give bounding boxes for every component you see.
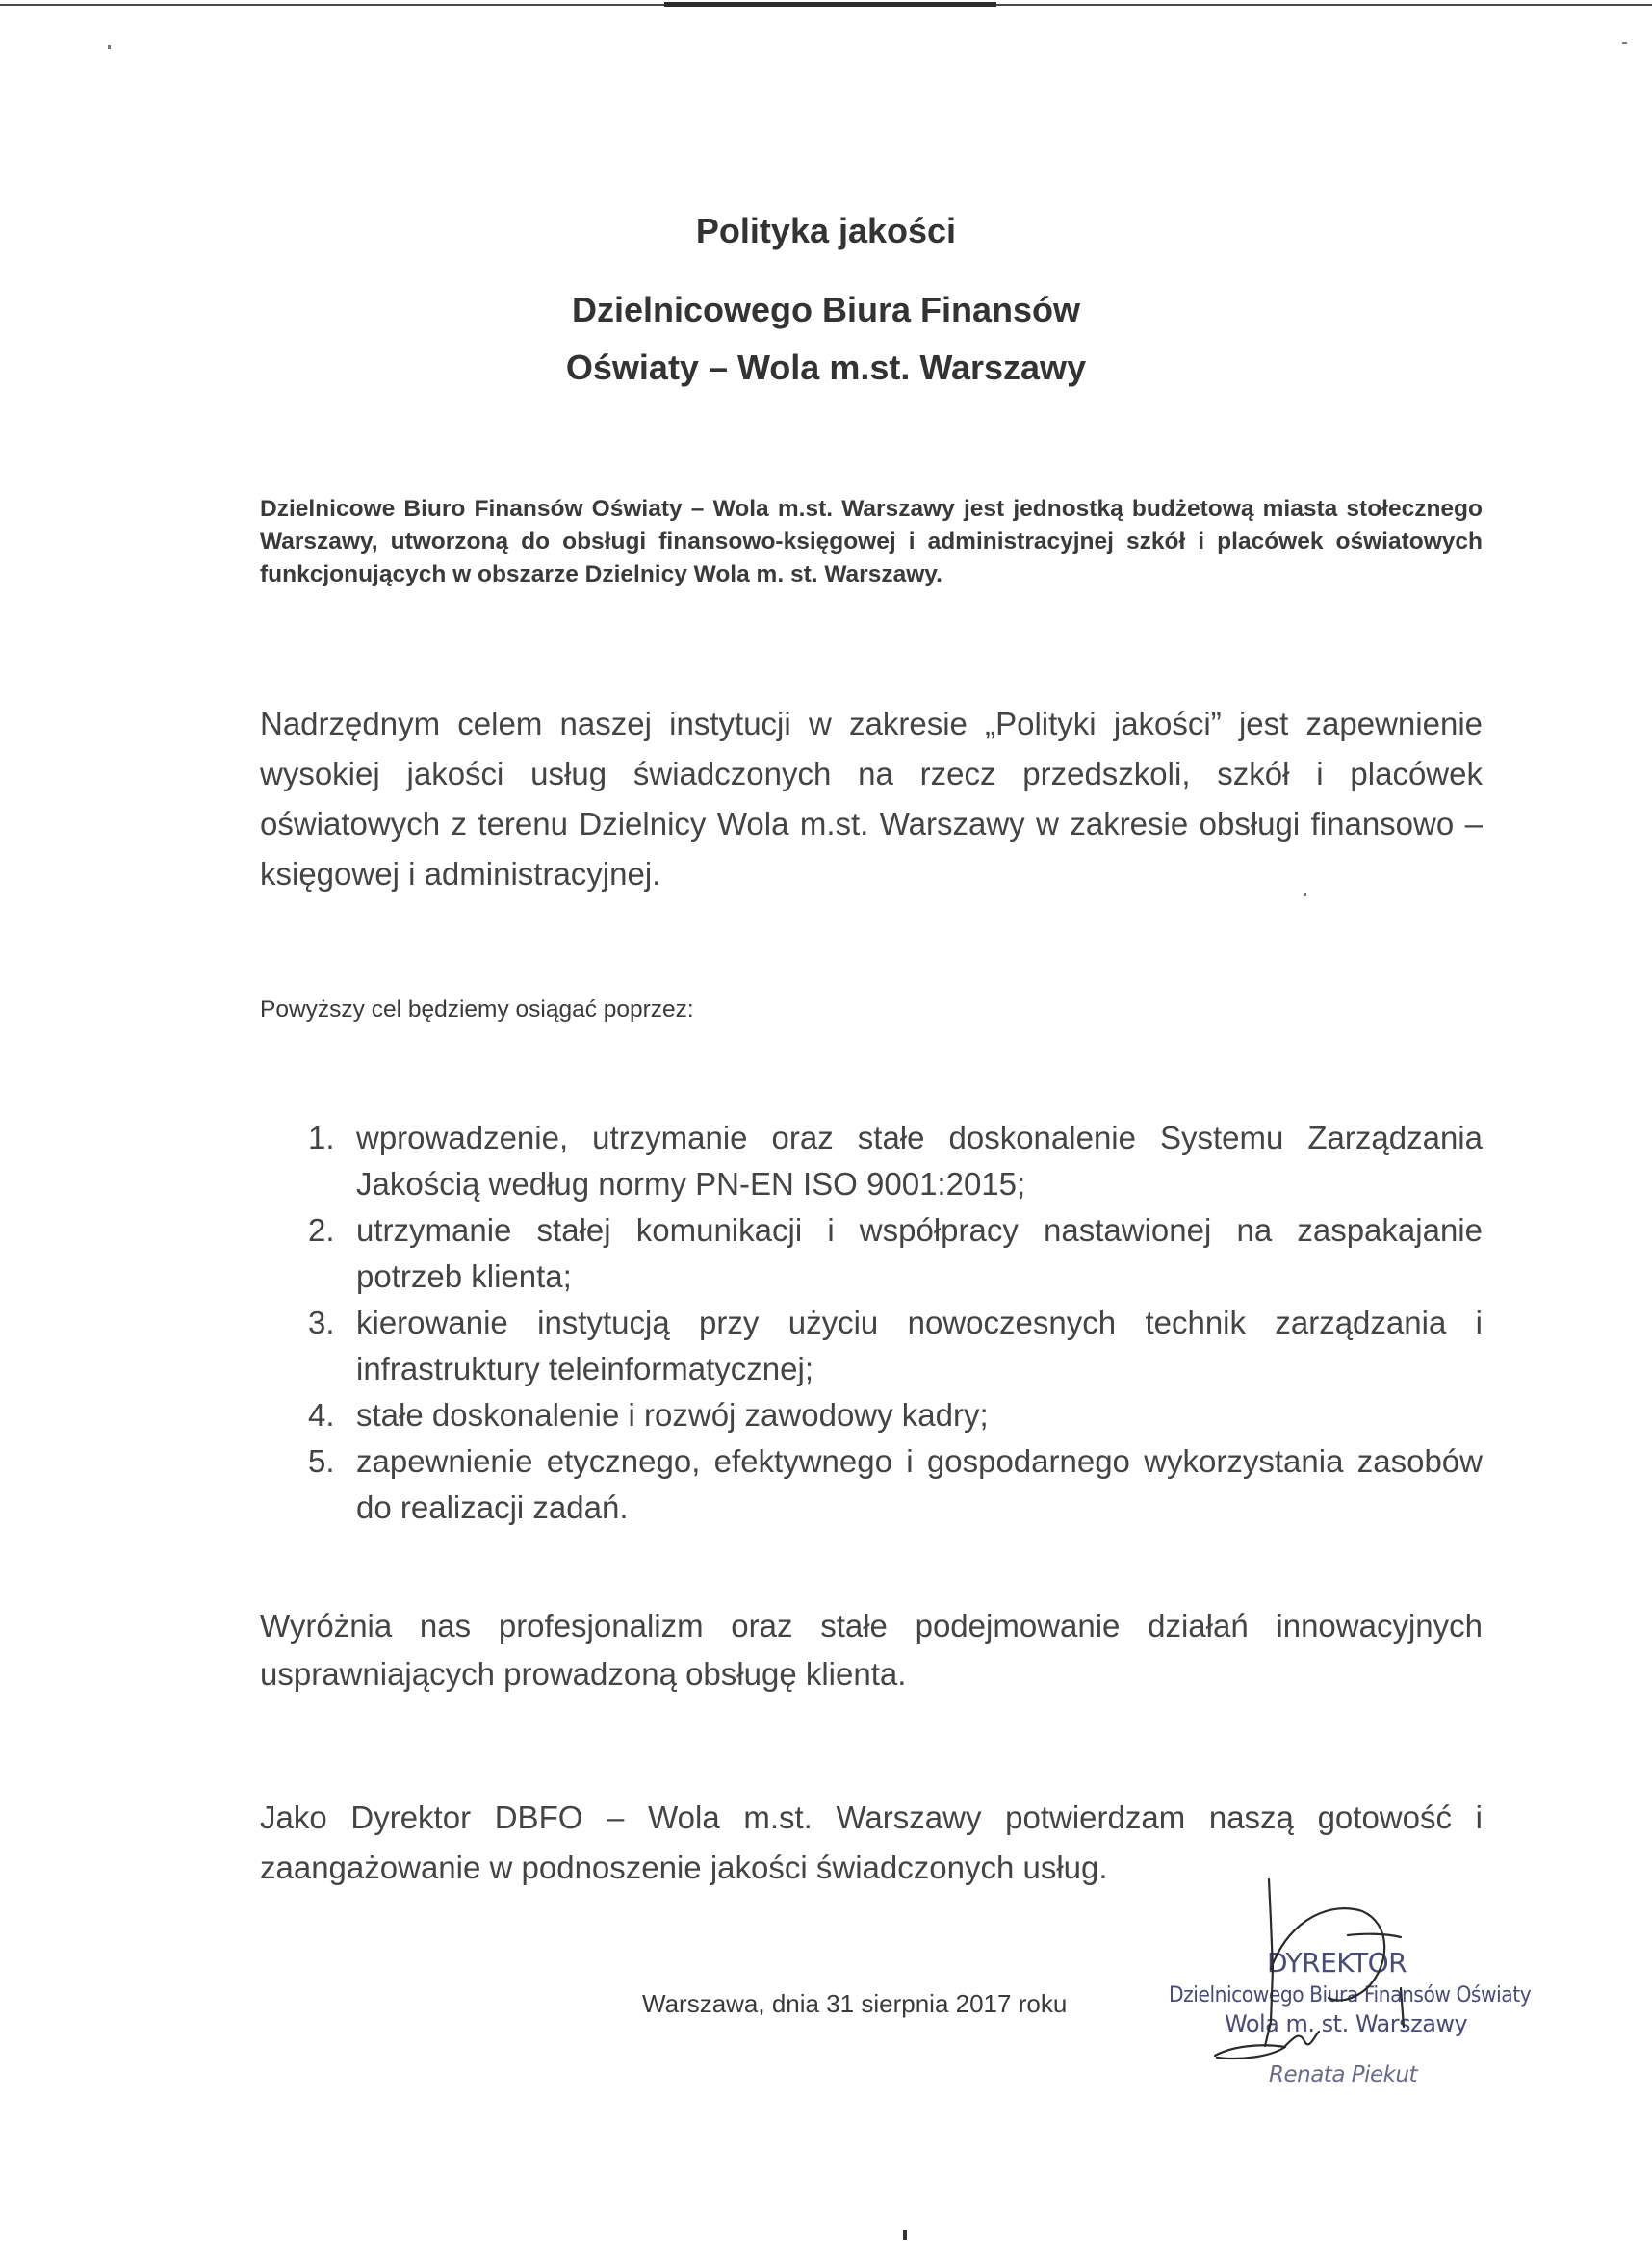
handwritten-signature <box>1194 1878 1540 2109</box>
list-item-number: 3. <box>308 1305 335 1340</box>
stamp-city: Wola m. st. Warszawy <box>1225 2010 1468 2037</box>
distinction-paragraph: Wyróżnia nas profesjonalizm oraz stałe podejmowanie działań innowacyjnych usprawniających prowadzoną obsługę klienta. <box>260 1608 1483 1692</box>
list-item <box>308 1115 1483 1207</box>
scan-speck <box>108 45 111 49</box>
list-item-text: utrzymanie stałej komunikacji i współpracy nastawionej na zaspakajanie potrzeb klienta; <box>356 1212 1483 1294</box>
list-item <box>308 1207 1483 1300</box>
stamp-name: Renata Piekut <box>1269 2062 1418 2087</box>
scan-speck <box>903 2230 907 2240</box>
list-item-text: zapewnienie etycznego, efektywnego i gospodarnego wykorzystania zasobów do realizacji zadań. <box>356 1443 1483 1525</box>
list-item-text: stałe doskonalenie i rozwój zawodowy kadry; <box>356 1397 989 1433</box>
list-item-number: 1. <box>308 1120 335 1155</box>
intro-paragraph: Dzielnicowe Biuro Finansów Oświaty – Wola m.st. Warszawy jest jednostką budżetową miasta stołecznego Warszawy, utworzoną do obsługi finansowo-księgowej i administracyjnej szkół i placówek oświatowych funkcjonujących w obszarze Dzielnicy Wola m. st. Warszawy. <box>260 496 1483 587</box>
title-line-3: Oświaty – Wola m.st. Warszawy <box>565 348 1087 387</box>
list-item-number: 2. <box>308 1212 335 1248</box>
list-item <box>308 1300 1483 1392</box>
list-item-text: wprowadzenie, utrzymanie oraz stałe doskonalenie Systemu Zarządzania Jakością według normy PN-EN ISO 9001:2015; <box>356 1120 1483 1202</box>
measures-list <box>308 1115 1483 1531</box>
list-item <box>308 1438 1483 1531</box>
confirmation-paragraph: Jako Dyrektor DBFO – Wola m.st. Warszawy potwierdzam naszą gotowość i zaangażowanie w podnoszenie jakości świadczonych usług. <box>260 1800 1483 1885</box>
means-label: Powyższy cel będziemy osiągać poprzez: <box>260 997 694 1023</box>
stamp-title: DYREKTOR <box>1267 1947 1407 1979</box>
list-item-number: 4. <box>308 1397 335 1433</box>
scan-top-edge-shadow <box>664 2 996 7</box>
stamp-office: Dzielnicowego Biura Finansów Oświaty <box>1169 1983 1532 2007</box>
goal-paragraph: Nadrzędnym celem naszej instytucji w zakresie „Polityki jakości” jest zapewnienie wysokiej jakości usług świadczonych na rzecz przedszkoli, szkół i placówek oświatowych z terenu Dzielnicy Wola m.st. Warszawy w zakresie obsługi finansowo – księgowej i administracyjnej. <box>260 706 1483 892</box>
list-item-number: 5. <box>308 1443 335 1479</box>
title-line-2: Dzielnicowego Biura Finansów <box>571 290 1081 329</box>
place-date: Warszawa, dnia 31 sierpnia 2017 roku <box>642 1989 1068 2018</box>
list-item <box>308 1392 1483 1438</box>
scan-speck <box>1622 42 1627 44</box>
list-item-text: kierowanie instytucją przy użyciu nowoczesnych technik zarządzania i infrastruktury teleinformatycznej; <box>356 1305 1483 1386</box>
title-line-1: Polityka jakości <box>695 211 957 250</box>
